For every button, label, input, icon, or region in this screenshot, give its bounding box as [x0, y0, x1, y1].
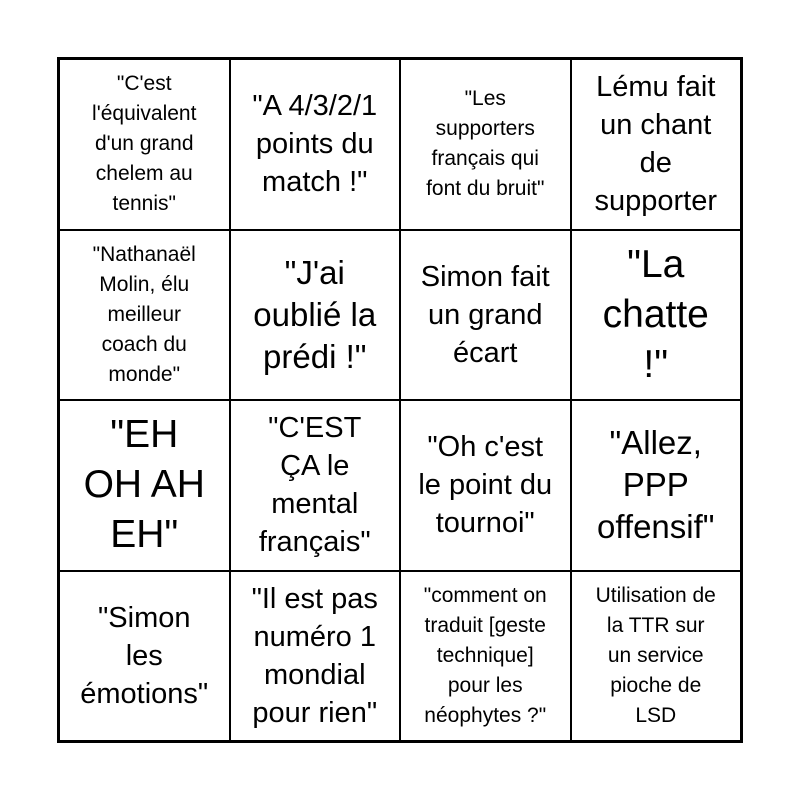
bingo-cell-7[interactable]	[400, 230, 571, 401]
bingo-cell-10[interactable]	[230, 400, 401, 571]
bingo-cell-15[interactable]	[400, 571, 571, 742]
bingo-cell-text: Simon fait un grand écart	[420, 260, 550, 369]
bingo-cell-text: "A 4/3/2/1 points du match !"	[252, 90, 378, 199]
bingo-cell-text: "C'EST ÇA le mental français"	[258, 412, 371, 559]
bingo-cell-5[interactable]	[59, 230, 230, 401]
bingo-cell-text: "Allez, PPP offensif"	[596, 424, 715, 546]
bingo-cell-8[interactable]	[571, 230, 742, 401]
bingo-cell-3[interactable]	[400, 59, 571, 230]
bingo-cell-text: "Nathanaël Molin, élu meilleur coach du monde"	[92, 242, 196, 386]
bingo-cell-text: "comment on traduit [geste technique] pour les néophytes ?"	[423, 583, 547, 727]
bingo-cell-1[interactable]	[59, 59, 230, 230]
bingo-cell-text: "La chatte !"	[602, 242, 709, 386]
bingo-cell-text: "C'est l'équivalent d'un grand chelem au tennis"	[92, 72, 197, 216]
bingo-cell-6[interactable]	[230, 230, 401, 401]
bingo-cell-text: Lému fait un chant de supporter	[594, 71, 717, 218]
bingo-cell-11[interactable]	[400, 400, 571, 571]
bingo-cell-text: "Il est pas numéro 1 mondial pour rien"	[251, 582, 378, 729]
bingo-cell-2[interactable]	[230, 59, 401, 230]
bingo-cell-12[interactable]	[571, 400, 742, 571]
bingo-cell-text: "Les supporters français qui font du bruit"	[426, 87, 545, 201]
bingo-grid	[57, 57, 743, 743]
bingo-cell-9[interactable]	[59, 400, 230, 571]
bingo-cell-14[interactable]	[230, 571, 401, 742]
bingo-cell-text: Utilisation de la TTR sur un service pioche de LSD	[595, 583, 716, 727]
bingo-cell-4[interactable]	[571, 59, 742, 230]
bingo-cell-text: "EH OH AH EH"	[83, 413, 205, 557]
bingo-cell-text: "Oh c'est le point du tournoi"	[418, 431, 553, 540]
bingo-cell-13[interactable]	[59, 571, 230, 742]
bingo-cell-text: "J'ai oublié la prédi !"	[253, 253, 377, 375]
bingo-cell-text: "Simon les émotions"	[80, 601, 209, 710]
bingo-cell-16[interactable]	[571, 571, 742, 742]
